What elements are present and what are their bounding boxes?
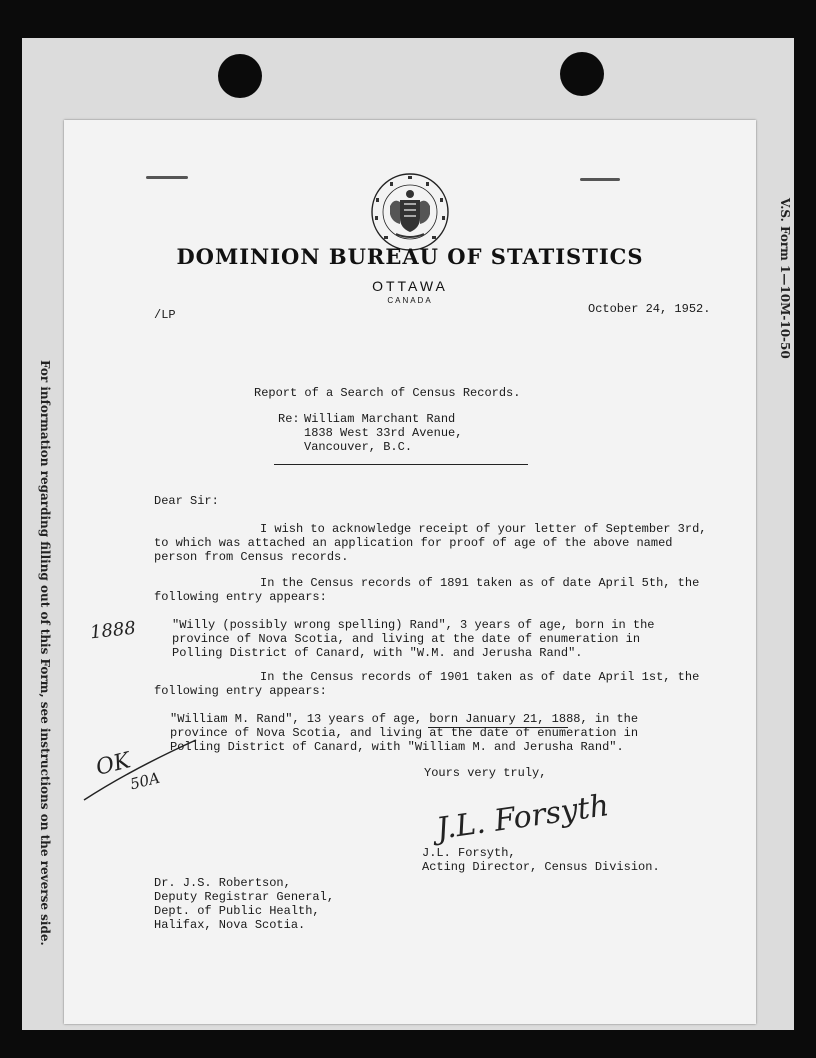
recipient-line2: Deputy Registrar General, — [154, 890, 335, 904]
para3-line1: In the Census records of 1901 taken as of date April 1st, the — [260, 670, 700, 684]
signer-title: Acting Director, Census Division. — [422, 860, 660, 874]
staple-left — [146, 176, 188, 179]
report-subject: Report of a Search of Census Records. — [254, 386, 521, 400]
subject-rule — [274, 464, 528, 465]
staple-right — [580, 178, 620, 181]
punch-hole-left — [218, 54, 262, 98]
entry2-line1: "William M. Rand", 13 years of age, born January 21, 1888, in the — [170, 712, 639, 726]
reference-code: /LP — [154, 308, 176, 322]
salutation: Dear Sir: — [154, 494, 219, 508]
bureau-title: DOMINION BUREAU OF STATISTICS — [176, 244, 644, 269]
para1-line3: person from Census records. — [154, 550, 349, 564]
coat-of-arms-seal — [368, 170, 452, 254]
re-name: William Marchant Rand — [304, 412, 456, 426]
letter-date: October 24, 1952. — [588, 302, 711, 316]
letter-page — [64, 120, 756, 1024]
city-name: OTTAWA — [372, 278, 448, 294]
handwritten-signature: J.L. Forsyth — [434, 788, 612, 847]
margin-note-initials: 50A — [128, 768, 162, 794]
signer-name: J.L. Forsyth, — [422, 846, 516, 860]
margin-note-ok: OK — [93, 748, 133, 781]
entry1-line3: Polling District of Canard, with "W.M. and Jerusha Rand". — [172, 646, 583, 660]
para2-line1: In the Census records of 1891 taken as of date April 5th, the — [260, 576, 700, 590]
para1-line2: to which was attached an application for proof of age of the above named — [154, 536, 673, 550]
margin-note-year: 1888 — [89, 617, 137, 644]
entry1-line2: province of Nova Scotia, and living at the date of enumeration in — [172, 632, 641, 646]
country-name: CANADA — [387, 296, 433, 305]
re-label: Re: — [278, 412, 300, 426]
side-instruction-note: For information regarding filling out of this Form, see instructions on the reverse side. — [38, 360, 52, 946]
recipient-line4: Halifax, Nova Scotia. — [154, 918, 306, 932]
recipient-line3: Dept. of Public Health, — [154, 904, 320, 918]
form-number: V.S. Form 1—10M-10-50 — [778, 198, 792, 359]
entry2-line2: province of Nova Scotia, and living at the date of enumeration in — [170, 726, 639, 740]
re-address-1: 1838 West 33rd Avenue, — [304, 426, 463, 440]
para2-line2: following entry appears: — [154, 590, 327, 604]
re-address-2: Vancouver, B.C. — [304, 440, 413, 454]
recipient-line1: Dr. J.S. Robertson, — [154, 876, 291, 890]
punch-hole-right — [560, 52, 604, 96]
para3-line2: following entry appears: — [154, 684, 327, 698]
entry1-line1: "Willy (possibly wrong spelling) Rand", 3 years of age, born in the — [172, 618, 655, 632]
para1-line1: I wish to acknowledge receipt of your letter of September 3rd, — [260, 522, 707, 536]
closing: Yours very truly, — [424, 766, 547, 780]
entry2-line3: Polling District of Canard, with "William M. and Jerusha Rand". — [170, 740, 624, 754]
